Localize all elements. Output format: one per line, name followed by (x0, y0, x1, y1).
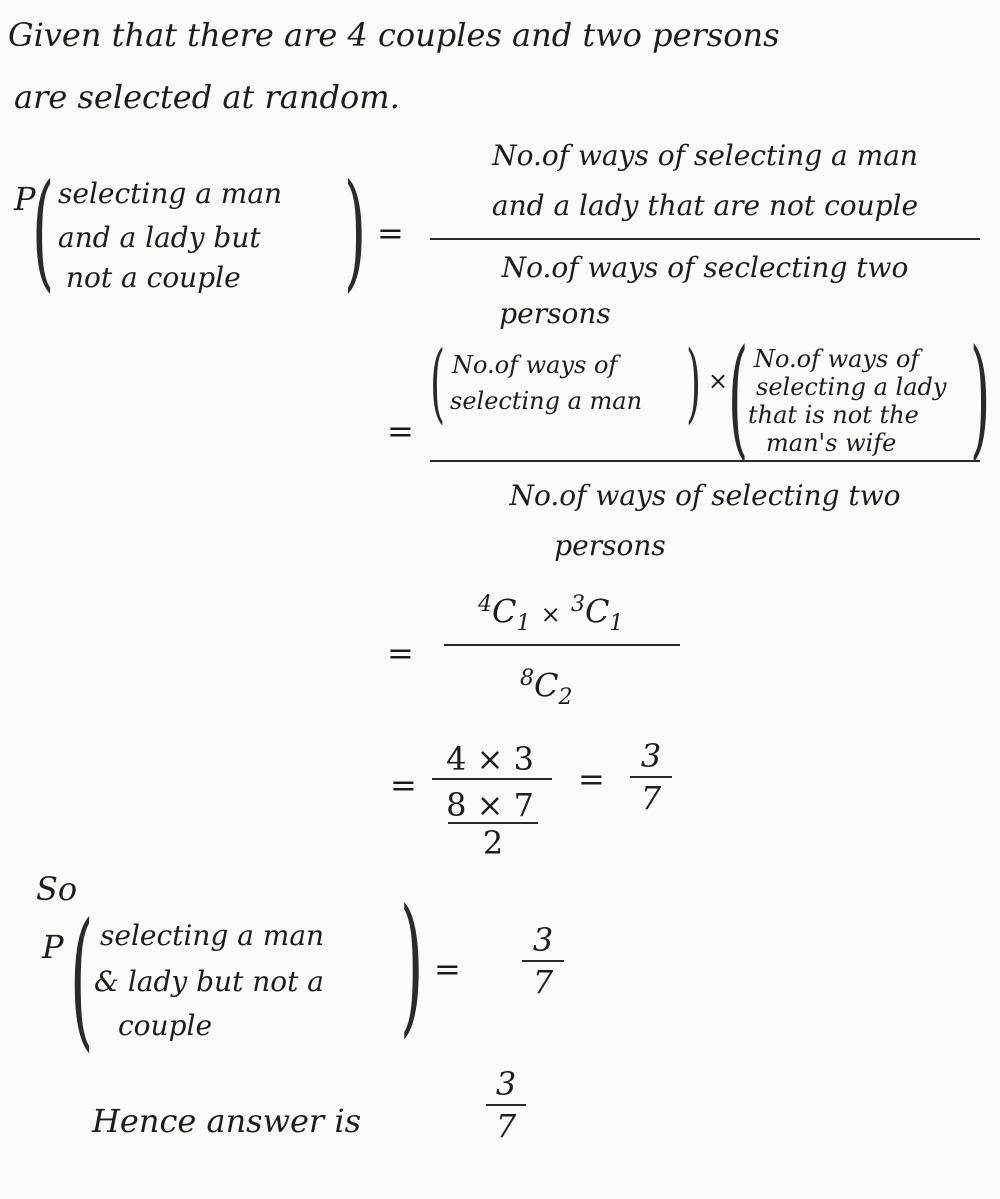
lhs-line-3: not a couple (66, 261, 241, 294)
lhs-line-3: couple (118, 1009, 213, 1042)
left-paren: ( (430, 333, 446, 433)
factor-b-line-4: man's wife (766, 429, 897, 457)
equals-sign: = (377, 214, 404, 252)
intro-line-2: are selected at random. (14, 78, 400, 116)
numerator-line-2: and a lady that are not couple (491, 189, 919, 222)
so-label: So (36, 870, 78, 908)
right-paren: ) (344, 157, 367, 304)
equals-sign: = (387, 634, 414, 672)
denominator-combination: $^8C_2$ (520, 666, 573, 711)
factor-b-line-2: selecting a lady (756, 373, 947, 401)
fraction-bar (444, 644, 680, 646)
right-paren: ) (400, 878, 424, 1052)
fraction-bar (430, 238, 980, 240)
left-paren: ( (70, 892, 94, 1066)
final-answer-fraction: 3 7 (486, 1066, 526, 1144)
equals-sign: = (390, 766, 417, 804)
right-paren: ) (970, 321, 991, 473)
equals-sign: = (578, 760, 605, 798)
equals-sign: = (387, 412, 414, 450)
final-answer-label: Hence answer is (92, 1102, 362, 1140)
denominator-line-1: No.of ways of seclecting two (501, 251, 909, 284)
factor-a-line-2: selecting a man (450, 387, 643, 415)
fraction-bar (430, 460, 980, 462)
right-paren: ) (686, 333, 702, 433)
numerator-combination: $^4C_1 \times ^3C_1$ (478, 592, 624, 637)
probability-symbol: P (14, 180, 36, 218)
intro-line-1: Given that there are 4 couples and two persons (8, 16, 780, 54)
result-fraction: 3 7 (522, 922, 564, 1000)
factor-b-line-3: that is not the (748, 401, 919, 429)
lhs-line-1: selecting a man (100, 919, 325, 952)
product-numerator: 4 × 3 (446, 740, 534, 778)
denominator-line-1: No.of ways of selecting two (509, 479, 901, 512)
probability-symbol: P (42, 928, 64, 966)
numerator-line-1: No.of ways of selecting a man (492, 139, 918, 172)
product-denominator-top: 8 × 7 (446, 786, 534, 824)
product-denominator-bottom: 2 (482, 824, 504, 862)
factor-a-line-1: No.of ways of (452, 351, 618, 379)
left-paren: ( (32, 157, 55, 304)
lhs-line-1: selecting a man (58, 177, 283, 210)
result-fraction: 3 7 (630, 738, 672, 816)
left-paren: ( (728, 321, 749, 473)
lhs-line-2: and a lady but (58, 221, 261, 254)
lhs-line-2: & lady but not a (94, 965, 324, 998)
fraction-bar (432, 778, 552, 780)
denominator-line-2: persons (499, 297, 611, 330)
factor-b-line-1: No.of ways of (754, 345, 920, 373)
equals-sign: = (434, 950, 461, 988)
times-sign: × (708, 367, 729, 395)
denominator-line-2: persons (554, 529, 666, 562)
